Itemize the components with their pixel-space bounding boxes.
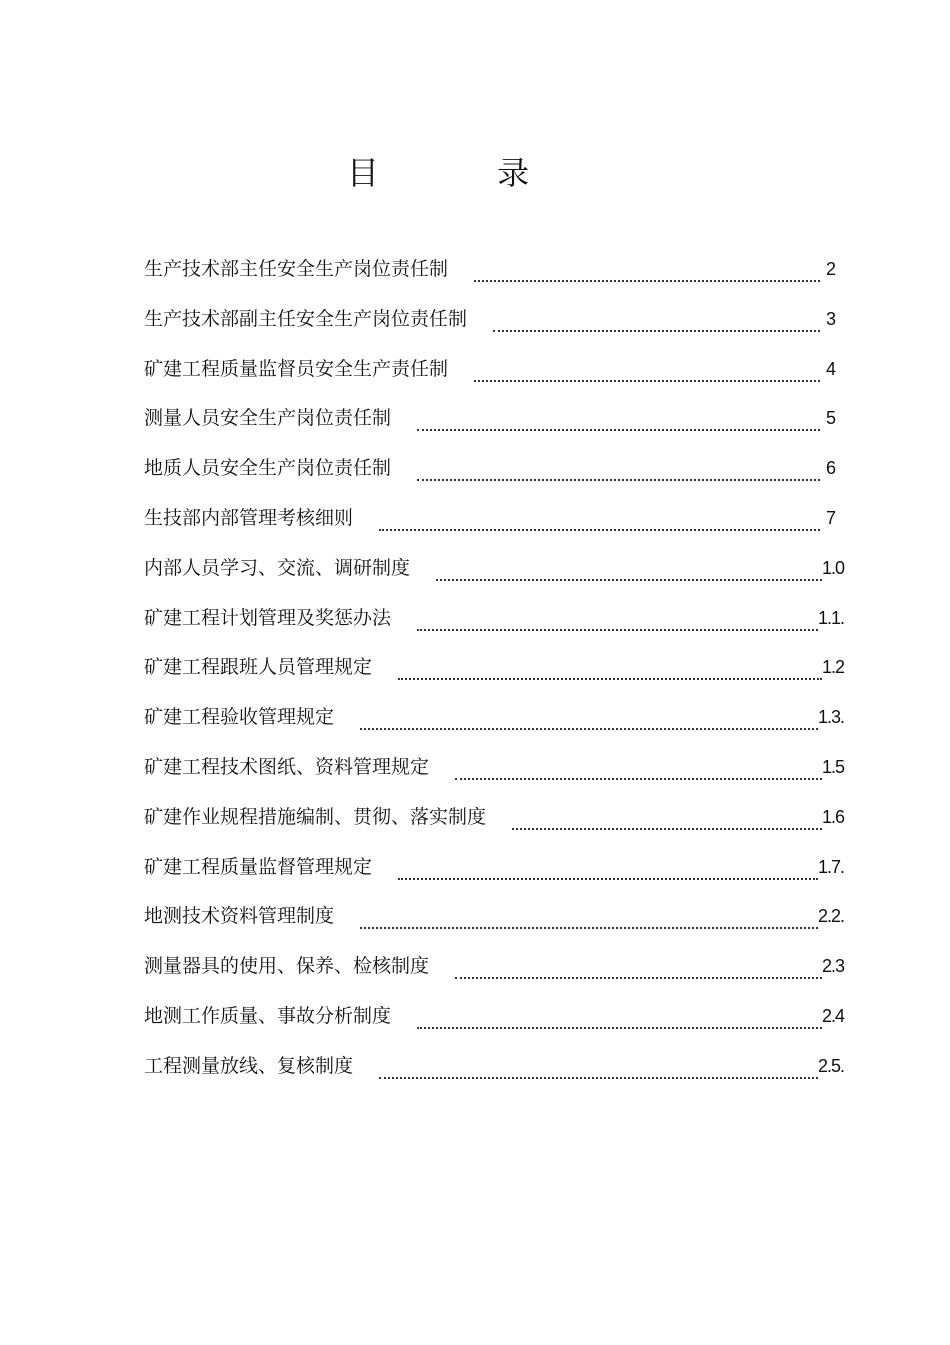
toc-entry-page: 6 xyxy=(826,458,837,479)
toc-entry-title: 测量器具的使用、保养、检核制度 xyxy=(144,955,430,978)
toc-entry-title: 地测技术资料管理制度 xyxy=(144,905,335,928)
toc-leader-dots xyxy=(493,300,820,332)
toc-entry[interactable] xyxy=(144,848,844,898)
toc-entry-title: 矿建工程技术图纸、资料管理规定 xyxy=(144,755,430,778)
toc-entry[interactable] xyxy=(144,399,844,449)
toc-entry-page: 1.2 xyxy=(821,657,844,678)
toc-entry-title: 测量人员安全生产岗位责任制 xyxy=(144,407,392,430)
toc-leader-dots xyxy=(417,997,822,1029)
toc-entry-title: 内部人员学习、交流、调研制度 xyxy=(144,556,411,579)
toc-entry[interactable] xyxy=(144,947,844,997)
toc-leader-dots xyxy=(417,399,820,431)
toc-leader-dots xyxy=(379,1047,818,1079)
toc-entry-title: 矿建工程质量监督员安全生产责任制 xyxy=(144,357,449,380)
toc-entry[interactable] xyxy=(144,300,844,350)
toc-leader-dots xyxy=(474,250,820,282)
toc-leader-dots xyxy=(417,449,820,481)
toc-leader-dots xyxy=(360,897,818,929)
toc-entry[interactable] xyxy=(144,748,844,798)
toc-entry-page: 7 xyxy=(826,507,837,528)
toc-entry-page: 1.3. xyxy=(817,707,844,728)
toc-entry-page: 1.5 xyxy=(821,756,844,777)
toc-entry[interactable] xyxy=(144,698,844,748)
toc-entry-title: 矿建工程计划管理及奖惩办法 xyxy=(144,606,392,629)
toc-leader-dots xyxy=(398,648,822,680)
toc-entry[interactable] xyxy=(144,350,844,400)
toc-entry[interactable] xyxy=(144,599,844,649)
toc-entry-page: 3 xyxy=(826,308,837,329)
toc-entry-page: 1.0 xyxy=(821,557,844,578)
toc-entry-title: 生技部内部管理考核细则 xyxy=(144,506,354,529)
toc-entry-page: 2.3 xyxy=(821,956,844,977)
toc-entry[interactable] xyxy=(144,997,844,1047)
page-title: 目 录 xyxy=(346,154,584,192)
toc-leader-dots xyxy=(379,499,820,531)
toc-leader-dots xyxy=(474,350,820,382)
toc-entry-title: 工程测量放线、复核制度 xyxy=(144,1054,354,1077)
toc-entry-title: 地测工作质量、事故分析制度 xyxy=(144,1004,392,1027)
toc-entry[interactable] xyxy=(144,897,844,947)
toc-leader-dots xyxy=(455,947,822,979)
toc-entry-page: 1.6 xyxy=(821,806,844,827)
table-of-contents xyxy=(144,250,844,1097)
toc-entry-page: 2 xyxy=(826,259,837,279)
toc-entry[interactable] xyxy=(144,250,844,300)
toc-entry[interactable] xyxy=(144,1047,844,1097)
toc-entry[interactable] xyxy=(144,449,844,499)
toc-entry[interactable] xyxy=(144,549,844,599)
toc-entry-title: 生产技术部副主任安全生产岗位责任制 xyxy=(144,307,468,330)
toc-entry-title: 矿建工程跟班人员管理规定 xyxy=(144,656,373,679)
toc-entry-page: 5 xyxy=(826,408,837,429)
toc-leader-dots xyxy=(455,748,822,780)
toc-entry-page: 1.7. xyxy=(817,856,844,877)
toc-entry[interactable] xyxy=(144,499,844,549)
toc-leader-dots xyxy=(512,798,822,830)
toc-entry-page: 4 xyxy=(826,358,837,379)
toc-entry[interactable] xyxy=(144,798,844,848)
toc-entry-title: 矿建工程验收管理规定 xyxy=(144,706,335,729)
toc-entry-title: 矿建工程质量监督管理规定 xyxy=(144,855,373,878)
toc-entry-page: 2.5. xyxy=(817,1055,844,1076)
toc-entry-page: 2.2. xyxy=(817,906,844,927)
toc-leader-dots xyxy=(417,599,818,631)
toc-entry-page: 1.1. xyxy=(817,607,844,628)
toc-entry-page: 2.4 xyxy=(821,1005,844,1026)
toc-leader-dots xyxy=(360,698,818,730)
toc-entry-title: 矿建作业规程措施编制、贯彻、落实制度 xyxy=(144,805,487,828)
toc-leader-dots xyxy=(398,848,818,880)
toc-entry-title: 地质人员安全生产岗位责任制 xyxy=(144,457,392,480)
toc-entry[interactable] xyxy=(144,648,844,698)
toc-leader-dots xyxy=(436,549,822,581)
toc-entry-title: 生产技术部主任安全生产岗位责任制 xyxy=(144,258,449,280)
